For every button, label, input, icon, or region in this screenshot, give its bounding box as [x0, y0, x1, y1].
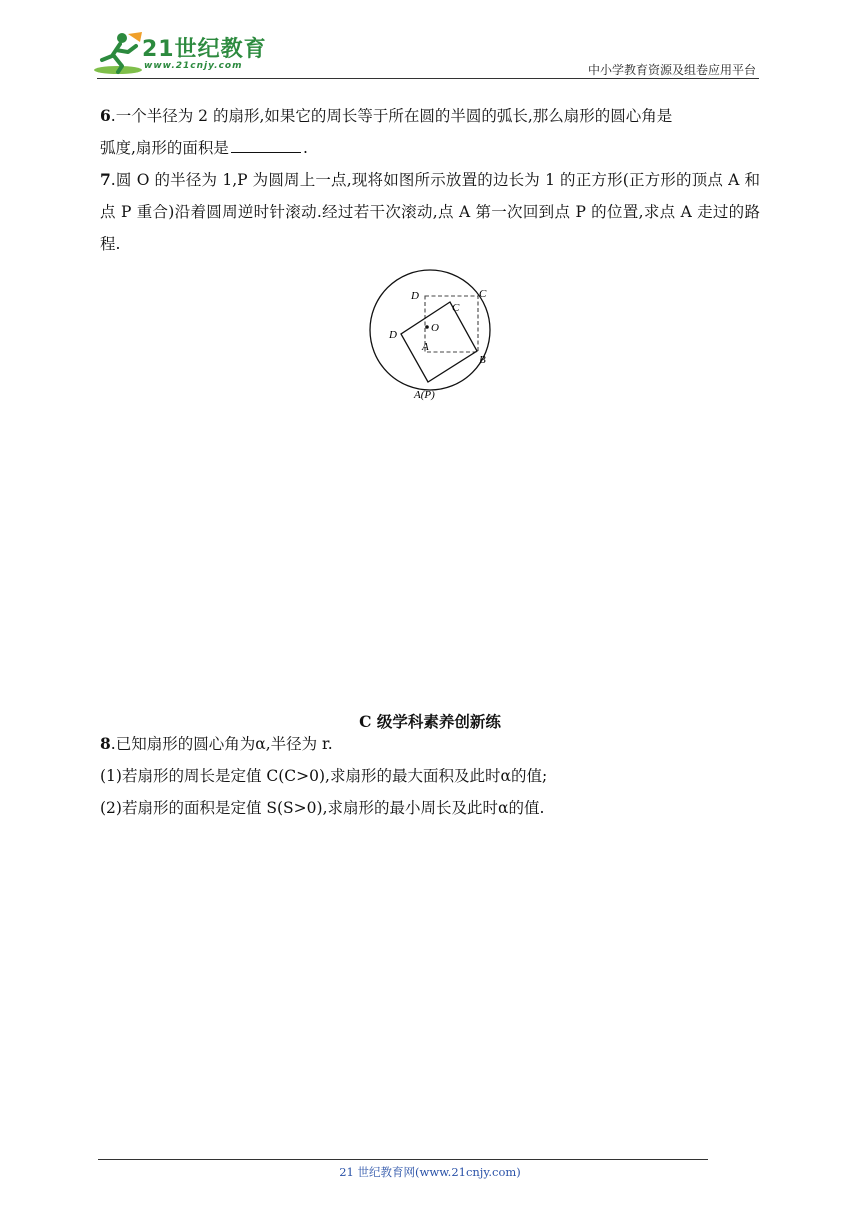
question-7-text: .圆 O 的半径为 1,P 为圆周上一点,现将如图所示放置的边长为 1 的正方形(正方形的顶点 A 和点 P 重合)沿着圆周逆时针滚动.经过若干次滚动,点 A 第一次回到点 P 的位置,求点 A 走过的路程. [100, 171, 760, 253]
header-tagline: 中小学教育资源及组卷应用平台 [587, 63, 756, 77]
logo-url: www.21cnjy.com [144, 61, 243, 71]
question-8-line-1 [100, 728, 760, 760]
label-o: O [431, 322, 439, 334]
label-b: B [479, 354, 486, 366]
center-point [425, 325, 429, 329]
label-c-top: C [479, 288, 487, 300]
label-a-p: A(P) [414, 389, 435, 401]
label-a-inner: A [422, 341, 429, 353]
label-c-inner: C [452, 302, 460, 314]
question-8-part-2: (2)若扇形的面积是定值 S(S>0),求扇形的最小周长及此时α的值. [100, 799, 545, 817]
question-8 [100, 728, 760, 824]
question-8-stem: .已知扇形的圆心角为α,半径为 r. [110, 735, 333, 753]
page-header [0, 0, 860, 86]
label-d-top: D [411, 290, 419, 302]
question-6-number: 6 [100, 106, 111, 125]
question-6 [100, 100, 760, 164]
footer-divider [98, 1159, 708, 1160]
header-divider [97, 78, 759, 79]
geometry-diagram [366, 268, 504, 404]
logo-text: 21世纪教育 [142, 37, 267, 62]
question-7 [100, 164, 760, 260]
rolled-square [401, 302, 477, 382]
question-6-text-b: 弧度,扇形的面积是 [100, 139, 229, 157]
question-8-part-1: (1)若扇形的周长是定值 C(C>0),求扇形的最大面积及此时α的值; [100, 767, 548, 785]
footer-link[interactable]: 21 世纪教育网(www.21cnjy.com) [339, 1165, 521, 1179]
questions-6-7 [100, 100, 760, 260]
runner-icon [92, 30, 148, 76]
circle-o [370, 270, 490, 390]
question-8-number: 8 [100, 734, 111, 753]
question-7-number: 7 [100, 170, 111, 189]
answer-blank[interactable] [231, 136, 301, 153]
circle-square-figure [366, 268, 504, 404]
question-6-text-c: . [302, 139, 308, 157]
site-logo[interactable] [92, 30, 267, 78]
question-6-text-a: .一个半径为 2 的扇形,如果它的周长等于所在圆的半圆的弧长,那么扇形的圆心角是 [110, 107, 673, 125]
section-title: C 级学科素养创新练 [359, 712, 501, 731]
label-d-left: D [389, 329, 397, 341]
